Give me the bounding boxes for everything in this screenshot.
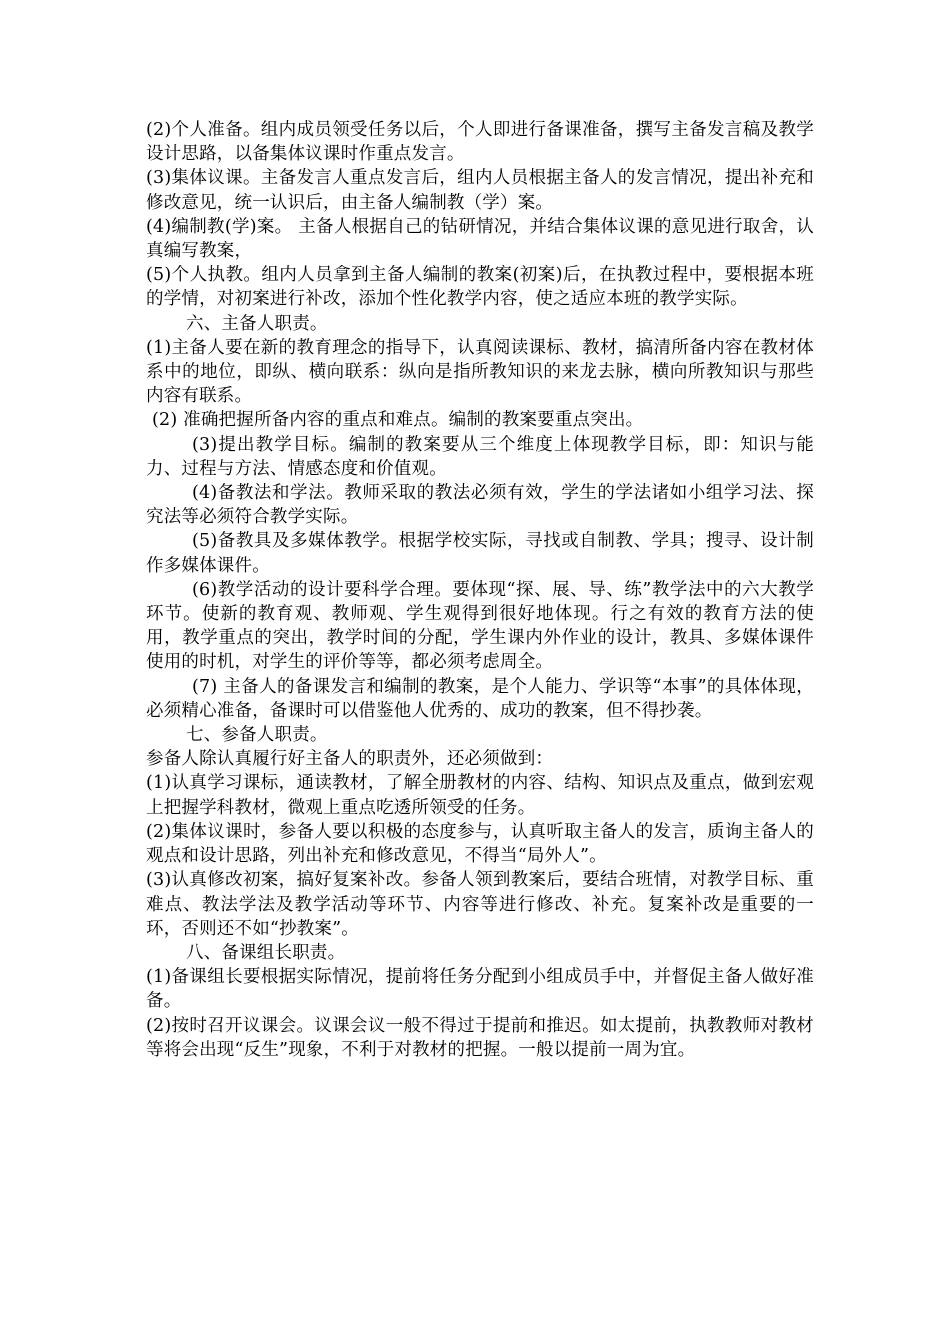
paragraph-6-1: (1)主备人要在新的教育理念的指导下，认真阅读课标、教材，搞清所备内容在教材体系中的地位，即纵、横向联系：纵向是指所教知识的来龙去脉，横向所教知识与那些内容有联系。 bbox=[146, 337, 814, 407]
document-body bbox=[146, 118, 814, 1062]
paragraph-3-group-discussion: (3)集体议课。主备发言人重点发言后，组内人员根据主备人的发言情况，提出补充和修改意见，统一认识后，由主备人编制教（学）案。 bbox=[146, 168, 814, 213]
paragraph-5-personal-teaching: (5)个人执教。组内人员拿到主备人编制的教案(初案)后，在执教过程中，要根据本班的学情，对初案进行补改，添加个性化教学内容，使之适应本班的教学实际。 bbox=[146, 265, 814, 310]
section-heading-6: 六、主备人职责。 bbox=[186, 313, 328, 334]
paragraph-7-3: (3)认真修改初案，搞好复案补改。参备人领到教案后，要结合班情，对教学目标、重难点、教法学法及教学活动等环节、内容等进行修改、补充。复案补改是重要的一环，否则还不如“抄教案”。 bbox=[146, 870, 814, 939]
paragraph-6-4: (4)备教法和学法。教师采取的教法必须有效，学生的学法诸如小组学习法、探究法等必须符合教学实际。 bbox=[146, 483, 814, 528]
section-heading-8: 八、备课组长职责。 bbox=[186, 942, 346, 963]
paragraph-6-2: (2) 准确把握所备内容的重点和难点。编制的教案要重点突出。 bbox=[152, 410, 644, 431]
paragraph-4-compile-plan: (4)编制教(学)案。 主备人根据自己的钻研情况，并结合集体议课的意见进行取舍，认真编写教案， bbox=[146, 216, 814, 262]
paragraph-7-1: (1)认真学习课标，通读教材，了解全册教材的内容、结构、知识点及重点，做到宏观上把握学科教材，微观上重点吃透所领受的任务。 bbox=[146, 773, 814, 818]
paragraph-7-intro: 参备人除认真履行好主备人的职责外，还必须做到： bbox=[146, 749, 554, 770]
paragraph-2-personal-prep: (2)个人准备。组内成员领受任务以后，个人即进行备课准备，撰写主备发言稿及教学设计思路，以备集体议课时作重点发言。 bbox=[146, 120, 814, 165]
paragraph-8-1: (1)备课组长要根据实际情况，提前将任务分配到小组成员手中，并督促主备人做好准备。 bbox=[146, 967, 814, 1012]
paragraph-6-5: (5)备教具及多媒体教学。根据学校实际，寻找或自制教、学具；搜寻、设计制作多媒体课件。 bbox=[146, 531, 814, 576]
paragraph-6-3: (3)提出教学目标。编制的教案要从三个维度上体现教学目标，即：知识与能力、过程与方法、情感态度和价值观。 bbox=[146, 434, 814, 479]
paragraph-7-2: (2)集体议课时，参备人要以积极的态度参与，认真听取主备人的发言，质询主备人的观点和设计思路，列出补充和修改意见，不得当“局外人”。 bbox=[146, 821, 814, 867]
paragraph-8-2: (2)按时召开议课会。议课会议一般不得过于提前和推迟。如太提前，执教教师对教材等将会出现“反生”现象，不利于对教材的把握。一般以提前一周为宜。 bbox=[146, 1015, 814, 1060]
paragraph-6-7: (7) 主备人的备课发言和编制的教案，是个人能力、学识等“本事”的具体体现，必须精心准备，备课时可以借鉴他人优秀的、成功的教案，但不得抄袭。 bbox=[146, 676, 814, 721]
section-heading-7: 七、参备人职责。 bbox=[186, 725, 328, 746]
paragraph-6-6: (6)教学活动的设计要科学合理。要体现“探、展、导、练”教学法中的六大教学环节。使新的教育观、教师观、学生观得到很好地体现。行之有效的教育方法的使用，教学重点的突出，教学时间的分配，学生课内外作业的设计，教具、多媒体课件使用的时机，对学生的评价等等，都必须考虑周全。 bbox=[146, 579, 814, 673]
